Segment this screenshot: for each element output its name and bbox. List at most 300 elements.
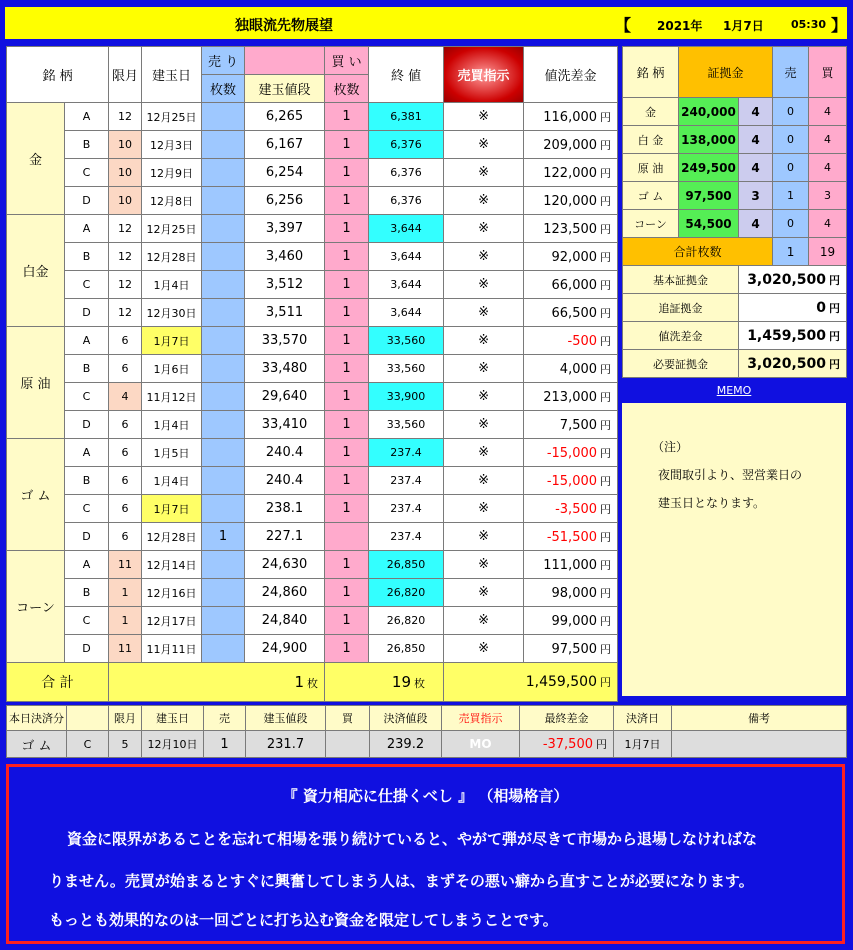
yen-unit: 円	[829, 273, 841, 287]
settlement-header-row	[7, 706, 847, 731]
position-instruction: ※	[444, 355, 524, 383]
settle-header-settle-price: 決済値段	[370, 706, 442, 731]
settle-header-month: 限月	[109, 706, 142, 731]
yen-unit: 円	[829, 357, 841, 371]
settle-price: 239.2	[370, 731, 442, 758]
position-diff: -3,500	[555, 501, 598, 517]
position-entry-price: 240.4	[245, 439, 325, 467]
main-header-row	[7, 47, 618, 75]
position-diff: 66,000	[551, 277, 598, 293]
position-close-price: 33,560	[369, 327, 444, 355]
position-close-price: 6,376	[369, 159, 444, 187]
settle-date: 1月7日	[614, 731, 672, 758]
position-close-price: 6,376	[369, 131, 444, 159]
position-instruction: ※	[444, 103, 524, 131]
margin-count: 4	[739, 154, 773, 182]
title-bar	[5, 7, 847, 39]
yen-unit: 円	[600, 390, 612, 404]
margin-total-row	[623, 238, 847, 266]
position-buy-count: 1	[325, 495, 369, 523]
position-diff-cell	[524, 355, 618, 383]
position-sell-count	[202, 215, 245, 243]
position-sell-count	[202, 551, 245, 579]
settle-entry-price: 231.7	[246, 731, 326, 758]
totals-buy-unit: 枚	[414, 677, 426, 690]
header-instruction: 売買指示	[444, 47, 524, 103]
header-sell-count: 枚数	[202, 75, 245, 103]
position-month: 6	[109, 411, 142, 439]
position-diff: 116,000	[543, 109, 598, 125]
position-buy-count: 1	[325, 243, 369, 271]
yen-unit: 円	[600, 586, 612, 600]
position-close-price: 3,644	[369, 299, 444, 327]
header-diff: 値洗差金	[524, 47, 618, 103]
summary-value-cell	[739, 266, 847, 294]
settle-final-diff-cell	[520, 731, 614, 758]
position-diff-cell	[524, 187, 618, 215]
position-entry-date: 12月30日	[142, 299, 202, 327]
settle-header-final-diff: 最終差金	[520, 706, 614, 731]
position-diff: 209,000	[543, 137, 598, 153]
position-diff-cell	[524, 411, 618, 439]
yen-unit: 円	[829, 329, 841, 343]
margin-total-label: 合計枚数	[623, 238, 773, 266]
position-month: 6	[109, 327, 142, 355]
position-sell-count	[202, 411, 245, 439]
settle-entry-date: 12月10日	[142, 731, 204, 758]
position-row	[7, 103, 618, 131]
position-entry-price: 24,630	[245, 551, 325, 579]
totals-diff: 1,459,500	[525, 674, 598, 690]
position-buy-count: 1	[325, 551, 369, 579]
position-entry-price: 238.1	[245, 495, 325, 523]
margin-value: 138,000	[679, 126, 739, 154]
totals-sell-cell	[109, 663, 325, 702]
position-diff-cell	[524, 215, 618, 243]
position-entry-date: 12月16日	[142, 579, 202, 607]
totals-sell: 1	[294, 673, 305, 691]
yen-unit: 円	[600, 676, 612, 689]
totals-buy: 19	[391, 673, 412, 691]
position-buy-count: 1	[325, 215, 369, 243]
position-close-price: 237.4	[369, 495, 444, 523]
position-instruction: ※	[444, 159, 524, 187]
position-entry-date: 1月4日	[142, 271, 202, 299]
position-buy-count: 1	[325, 159, 369, 187]
position-instruction: ※	[444, 215, 524, 243]
position-kind: A	[65, 215, 109, 243]
margin-row	[623, 98, 847, 126]
settle-header-buy: 買	[326, 706, 370, 731]
margin-header-brand: 銘 柄	[623, 47, 679, 98]
position-entry-date: 12月3日	[142, 131, 202, 159]
position-diff-cell	[524, 635, 618, 663]
position-kind: A	[65, 327, 109, 355]
position-entry-date: 12月28日	[142, 243, 202, 271]
margin-sell: 0	[773, 98, 809, 126]
margin-row	[623, 182, 847, 210]
position-diff-cell	[524, 523, 618, 551]
margin-value: 97,500	[679, 182, 739, 210]
position-diff-cell	[524, 467, 618, 495]
position-entry-date: 1月6日	[142, 355, 202, 383]
margin-count: 4	[739, 98, 773, 126]
settle-header-blank	[67, 706, 109, 731]
position-diff: -51,500	[546, 529, 598, 545]
position-month: 6	[109, 439, 142, 467]
position-entry-price: 227.1	[245, 523, 325, 551]
page-title: 独眼流先物展望	[235, 18, 333, 34]
position-sell-count	[202, 355, 245, 383]
position-row	[7, 271, 618, 299]
position-month: 6	[109, 355, 142, 383]
position-diff-cell	[524, 159, 618, 187]
position-month: 4	[109, 383, 142, 411]
position-row	[7, 299, 618, 327]
position-sell-count	[202, 495, 245, 523]
position-buy-count: 1	[325, 579, 369, 607]
settle-instruction: MO	[442, 731, 520, 758]
header-close-price: 終 値	[369, 47, 444, 103]
proverb-line-1: 資金に限界があることを忘れて相場を張り続けていると、やがて弾が尽きて市場から退場しなければな	[67, 830, 758, 848]
position-diff: -15,000	[546, 473, 598, 489]
margin-value: 240,000	[679, 98, 739, 126]
position-sell-count	[202, 103, 245, 131]
settle-header-note: 備考	[672, 706, 847, 731]
position-entry-price: 3,397	[245, 215, 325, 243]
position-buy-count: 1	[325, 327, 369, 355]
position-entry-price: 29,640	[245, 383, 325, 411]
proverb-box	[6, 764, 845, 944]
position-entry-price: 3,460	[245, 243, 325, 271]
position-row	[7, 243, 618, 271]
position-entry-price: 6,256	[245, 187, 325, 215]
margin-header-row	[623, 47, 847, 98]
position-entry-price: 24,900	[245, 635, 325, 663]
position-buy-count: 1	[325, 187, 369, 215]
position-row	[7, 551, 618, 579]
position-close-price: 26,820	[369, 579, 444, 607]
date-year: 2021年	[657, 19, 703, 33]
position-entry-price: 33,570	[245, 327, 325, 355]
summary-row	[623, 350, 847, 378]
position-kind: A	[65, 439, 109, 467]
position-diff: 120,000	[543, 193, 598, 209]
yen-unit: 円	[600, 642, 612, 656]
settle-kind: C	[67, 731, 109, 758]
totals-buy-cell	[325, 663, 444, 702]
position-entry-date: 12月28日	[142, 523, 202, 551]
settle-header-entry-price: 建玉値段	[246, 706, 326, 731]
margin-header-buy: 買	[809, 47, 847, 98]
position-close-price: 237.4	[369, 467, 444, 495]
margin-count: 4	[739, 210, 773, 238]
position-instruction: ※	[444, 187, 524, 215]
position-entry-price: 3,511	[245, 299, 325, 327]
position-instruction: ※	[444, 551, 524, 579]
position-diff: -500	[567, 333, 598, 349]
position-row	[7, 159, 618, 187]
position-entry-date: 1月7日	[142, 495, 202, 523]
position-row	[7, 495, 618, 523]
margin-buy: 4	[809, 98, 847, 126]
brand-name: 原 油	[7, 327, 65, 439]
margin-row	[623, 154, 847, 182]
margin-brand: 金	[623, 98, 679, 126]
position-kind: B	[65, 243, 109, 271]
margin-brand: 原 油	[623, 154, 679, 182]
yen-unit: 円	[596, 738, 607, 751]
position-instruction: ※	[444, 243, 524, 271]
position-entry-price: 3,512	[245, 271, 325, 299]
settle-buy	[326, 731, 370, 758]
proverb-line-2: りません。売買が始まるとすぐに興奮してしまう人は、まずその悪い癖から直すことが必要になります。	[49, 872, 754, 890]
position-entry-date: 12月25日	[142, 103, 202, 131]
position-buy-count: 1	[325, 635, 369, 663]
position-instruction: ※	[444, 271, 524, 299]
date-bracket-close: 】	[831, 16, 848, 35]
position-entry-date: 12月17日	[142, 607, 202, 635]
position-month: 1	[109, 607, 142, 635]
yen-unit: 円	[600, 138, 612, 152]
position-entry-price: 6,265	[245, 103, 325, 131]
margin-count: 4	[739, 126, 773, 154]
settle-final-diff: -37,500	[542, 737, 593, 752]
brand-name: 白金	[7, 215, 65, 327]
position-entry-price: 24,860	[245, 579, 325, 607]
position-row	[7, 187, 618, 215]
summary-value-cell	[739, 350, 847, 378]
yen-unit: 円	[600, 474, 612, 488]
yen-unit: 円	[600, 418, 612, 432]
yen-unit: 円	[600, 362, 612, 376]
position-row	[7, 439, 618, 467]
position-close-price: 3,644	[369, 215, 444, 243]
margin-buy: 3	[809, 182, 847, 210]
settle-brand: ゴ ム	[7, 731, 67, 758]
position-entry-date: 12月14日	[142, 551, 202, 579]
position-month: 1	[109, 579, 142, 607]
margin-table	[622, 46, 847, 378]
settlement-table	[6, 705, 847, 758]
margin-brand: 白 金	[623, 126, 679, 154]
position-close-price: 237.4	[369, 523, 444, 551]
position-close-price: 237.4	[369, 439, 444, 467]
position-close-price: 3,644	[369, 271, 444, 299]
position-diff: 122,000	[543, 165, 598, 181]
brand-name: 金	[7, 103, 65, 215]
position-kind: C	[65, 495, 109, 523]
position-row	[7, 579, 618, 607]
summary-label: 必要証拠金	[623, 350, 739, 378]
position-diff: 97,500	[551, 641, 598, 657]
position-instruction: ※	[444, 467, 524, 495]
position-entry-date: 1月5日	[142, 439, 202, 467]
position-row	[7, 411, 618, 439]
yen-unit: 円	[600, 110, 612, 124]
settlement-row	[7, 731, 847, 758]
summary-value: 1,459,500	[747, 327, 827, 344]
position-sell-count	[202, 243, 245, 271]
position-kind: B	[65, 467, 109, 495]
position-month: 6	[109, 495, 142, 523]
totals-sell-unit: 枚	[307, 677, 319, 690]
margin-header-sell: 売	[773, 47, 809, 98]
yen-unit: 円	[600, 222, 612, 236]
position-month: 12	[109, 103, 142, 131]
position-sell-count	[202, 327, 245, 355]
summary-value: 3,020,500	[747, 271, 827, 288]
position-instruction: ※	[444, 579, 524, 607]
position-kind: D	[65, 187, 109, 215]
margin-total-buy: 19	[809, 238, 847, 266]
position-buy-count: 1	[325, 467, 369, 495]
memo-title[interactable]: MEMO	[716, 384, 752, 397]
yen-unit: 円	[600, 558, 612, 572]
yen-unit: 円	[829, 301, 841, 315]
summary-value-cell	[739, 322, 847, 350]
position-entry-date: 1月7日	[142, 327, 202, 355]
position-diff: 98,000	[551, 585, 598, 601]
position-sell-count: 1	[202, 523, 245, 551]
position-entry-date: 12月25日	[142, 215, 202, 243]
position-month: 12	[109, 299, 142, 327]
position-month: 10	[109, 159, 142, 187]
header-empty	[245, 47, 325, 75]
position-kind: D	[65, 299, 109, 327]
position-instruction: ※	[444, 635, 524, 663]
position-sell-count	[202, 159, 245, 187]
position-sell-count	[202, 299, 245, 327]
settle-header-today: 本日決済分	[7, 706, 67, 731]
position-instruction: ※	[444, 439, 524, 467]
position-month: 11	[109, 635, 142, 663]
position-diff-cell	[524, 495, 618, 523]
position-entry-price: 33,480	[245, 355, 325, 383]
position-buy-count	[325, 523, 369, 551]
totals-label: 合 計	[7, 663, 109, 702]
position-buy-count: 1	[325, 355, 369, 383]
summary-row	[623, 294, 847, 322]
position-entry-price: 33,410	[245, 411, 325, 439]
header-brand: 銘 柄	[7, 47, 109, 103]
position-diff-cell	[524, 271, 618, 299]
position-month: 12	[109, 243, 142, 271]
position-buy-count: 1	[325, 271, 369, 299]
position-row	[7, 327, 618, 355]
position-kind: B	[65, 355, 109, 383]
totals-diff-cell	[444, 663, 618, 702]
position-close-price: 33,900	[369, 383, 444, 411]
brand-name: ゴ ム	[7, 439, 65, 551]
position-entry-price: 6,254	[245, 159, 325, 187]
position-diff: -15,000	[546, 445, 598, 461]
position-buy-count: 1	[325, 607, 369, 635]
position-diff: 123,500	[543, 221, 598, 237]
proverb-title: 『 資力相応に仕掛くべし 』 （相場格言）	[282, 787, 569, 805]
yen-unit: 円	[600, 446, 612, 460]
brand-name: コーン	[7, 551, 65, 663]
position-row	[7, 467, 618, 495]
position-row	[7, 131, 618, 159]
header-sell: 売 り	[202, 47, 245, 75]
position-sell-count	[202, 383, 245, 411]
position-sell-count	[202, 467, 245, 495]
position-kind: B	[65, 131, 109, 159]
position-diff: 99,000	[551, 613, 598, 629]
summary-value: 0	[816, 299, 827, 316]
position-diff: 66,500	[551, 305, 598, 321]
position-close-price: 6,381	[369, 103, 444, 131]
position-row	[7, 635, 618, 663]
settle-header-settle-date: 決済日	[614, 706, 672, 731]
margin-sell: 0	[773, 210, 809, 238]
margin-sell: 0	[773, 154, 809, 182]
position-entry-date: 1月4日	[142, 411, 202, 439]
position-close-price: 26,820	[369, 607, 444, 635]
yen-unit: 円	[600, 250, 612, 264]
position-close-price: 33,560	[369, 355, 444, 383]
position-kind: C	[65, 271, 109, 299]
margin-row	[623, 126, 847, 154]
position-instruction: ※	[444, 299, 524, 327]
position-diff: 7,500	[559, 417, 598, 433]
position-entry-price: 6,167	[245, 131, 325, 159]
header-entry-price: 建玉値段	[245, 75, 325, 103]
position-sell-count	[202, 635, 245, 663]
position-buy-count: 1	[325, 131, 369, 159]
position-sell-count	[202, 607, 245, 635]
summary-value: 3,020,500	[747, 355, 827, 372]
position-close-price: 3,644	[369, 243, 444, 271]
position-buy-count: 1	[325, 103, 369, 131]
memo-line-1: （注）	[652, 440, 689, 454]
position-instruction: ※	[444, 495, 524, 523]
position-diff: 213,000	[543, 389, 598, 405]
position-sell-count	[202, 439, 245, 467]
margin-total-sell: 1	[773, 238, 809, 266]
position-row	[7, 523, 618, 551]
position-month: 11	[109, 551, 142, 579]
position-diff-cell	[524, 243, 618, 271]
header-month: 限月	[109, 47, 142, 103]
position-diff: 4,000	[559, 361, 598, 377]
position-instruction: ※	[444, 131, 524, 159]
position-buy-count: 1	[325, 299, 369, 327]
position-entry-date: 11月11日	[142, 635, 202, 663]
margin-buy: 4	[809, 210, 847, 238]
position-sell-count	[202, 271, 245, 299]
position-instruction: ※	[444, 411, 524, 439]
position-diff-cell	[524, 551, 618, 579]
proverb-line-3: もっとも効果的なのは一回ごとに打ち込む資金を限定してしまうことです。	[49, 911, 558, 929]
position-entry-price: 24,840	[245, 607, 325, 635]
date-time: 05:30	[791, 18, 827, 31]
position-instruction: ※	[444, 523, 524, 551]
position-sell-count	[202, 187, 245, 215]
memo-line-2: 夜間取引より、翌営業日の	[658, 468, 803, 482]
position-row	[7, 215, 618, 243]
position-entry-date: 1月4日	[142, 467, 202, 495]
position-instruction: ※	[444, 327, 524, 355]
position-diff-cell	[524, 579, 618, 607]
header-buy: 買 い	[325, 47, 369, 75]
position-kind: D	[65, 523, 109, 551]
position-diff-cell	[524, 327, 618, 355]
date-day: 1月7日	[723, 19, 764, 33]
position-entry-date: 11月12日	[142, 383, 202, 411]
position-kind: C	[65, 159, 109, 187]
